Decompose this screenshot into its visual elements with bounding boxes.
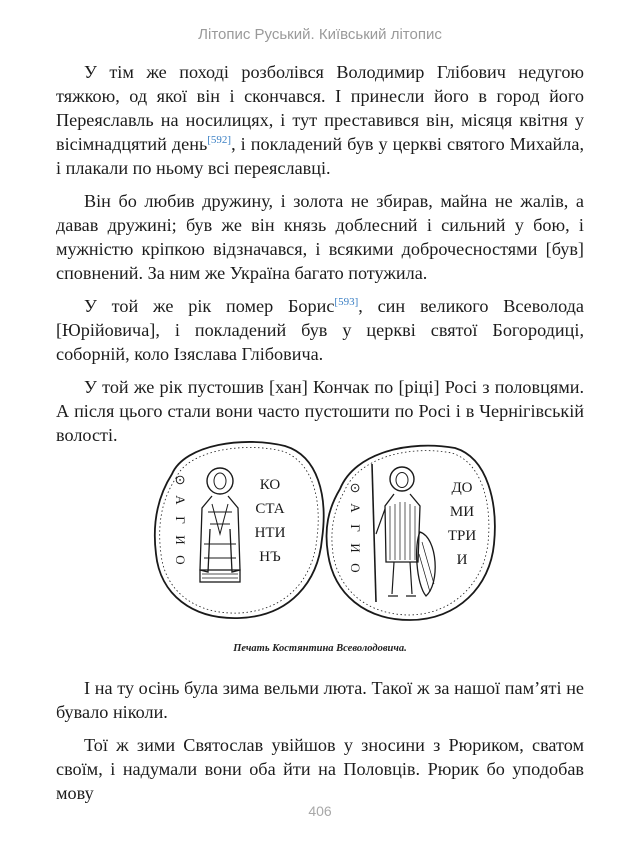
seal-letter: А xyxy=(348,503,363,513)
seal-letter: ДО xyxy=(451,480,473,496)
seal-letter: ⊙ xyxy=(348,482,363,494)
seal-letter: ⊙ xyxy=(173,474,188,486)
seal-letter: ТРИ xyxy=(447,528,477,544)
seal-letter: СТА xyxy=(255,501,285,517)
right-seal-letters-col2 xyxy=(448,480,477,568)
seal-letter: НЪ xyxy=(259,549,281,565)
page-number: 406 xyxy=(308,803,332,819)
figure-caption: Печать Костянтина Всеволодовича. xyxy=(233,643,407,654)
seal-letter: О xyxy=(348,563,363,573)
seal-letter: Г xyxy=(348,524,363,532)
seal-letter: И xyxy=(173,535,188,545)
paragraph-text: У той же рік помер Борис xyxy=(84,296,335,316)
text-block-bottom xyxy=(56,676,584,814)
paragraph xyxy=(56,189,584,285)
paragraph-text: Він бо любив дружину, і золота не збирав, майна не жалів, а давав дружині; був же він князь доблесний і сильний у бою, і мужністю кріпкою відзначався, і всякими доброчесностями [був] сповнений. За ним же Україна багато потужила. xyxy=(56,191,584,283)
running-header: Літопис Руський. Київський літопис xyxy=(198,26,442,43)
paragraph xyxy=(56,60,584,180)
seal-letter: МИ xyxy=(449,504,475,520)
seal-letter: О xyxy=(173,555,188,565)
seal-letter: И xyxy=(456,552,468,568)
paragraph xyxy=(56,294,584,366)
seal-letter: А xyxy=(173,495,188,505)
seal-letter: КО xyxy=(259,477,281,493)
seal-letter: НТИ xyxy=(254,525,286,541)
text-block-top xyxy=(56,60,584,456)
seal-letter: Г xyxy=(173,516,188,524)
paragraph-text: , син великого Всеволода [Юрійовича], і покладений був у церкві святої Богородиці, соборній, коло Ізяслава Глібовича. xyxy=(56,296,584,364)
right-seal-letters-col1 xyxy=(348,483,363,573)
left-seal xyxy=(155,442,324,618)
paragraph xyxy=(56,733,584,805)
footnote-link[interactable]: [ $^{593}$ ] xyxy=(334,296,358,308)
paragraph-text: У тім же поході розболівся Володимир Глібович недугою тяжкою, од якої він і скончався. І принесли його в город його Переяславль на носилицях, і тут преставився він, місяця квітня у вісімнадцятий день xyxy=(56,62,584,154)
paragraph-text: , і покладений був у церкві святого Михайла, і плакали по ньому всі переяславці. xyxy=(56,134,584,178)
seal-letter: И xyxy=(348,543,363,553)
paragraph-text: Тої ж зими Святослав увійшов у зносини з Рюриком, сватом своїм, і надумали вони оба йти на Половців. Рюрик бо уподобав мову xyxy=(56,735,584,803)
paragraph-text: У той же рік пустошив [хан] Кончак по [ріці] Росі з половцями. А після цього стали вони часто пустошити по Росі і в Чернігівській волості. xyxy=(56,377,584,445)
paragraph xyxy=(56,676,584,724)
left-seal-letters-col1 xyxy=(173,475,188,565)
left-seal-letters-col2 xyxy=(255,477,286,565)
footnote-link[interactable]: [ $^{592}$ ] xyxy=(207,134,231,146)
paragraph-text: І на ту осінь була зима вельми люта. Такої ж за нашої пам’яті не бувало ніколи. xyxy=(56,678,584,722)
seal-illustration xyxy=(140,434,500,624)
